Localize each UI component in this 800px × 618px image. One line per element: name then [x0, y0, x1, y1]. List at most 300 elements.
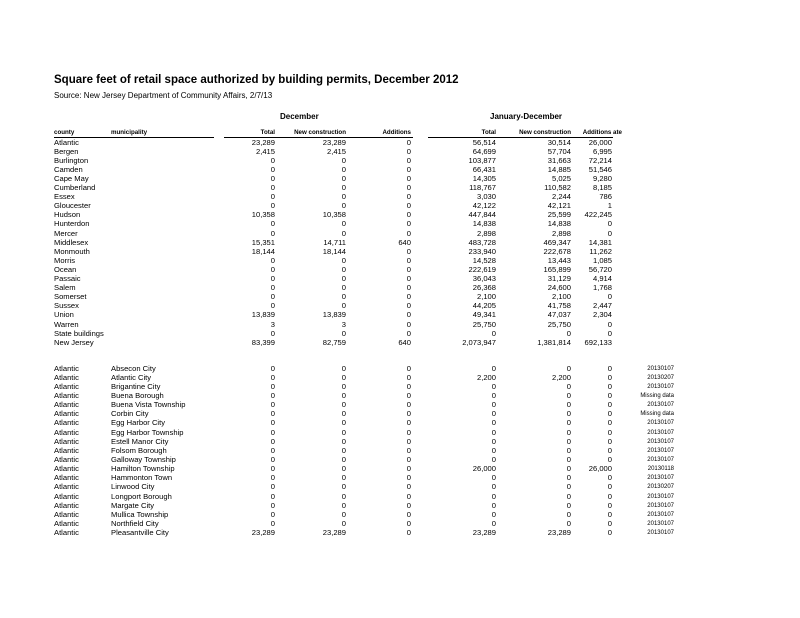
- municipality-cell: Northfield City: [111, 519, 159, 529]
- header-year-add: Additions ate: [582, 129, 622, 136]
- december-total-cell: 0: [270, 464, 275, 474]
- year-additions-cell: 0: [607, 491, 612, 501]
- year-total-cell: 0: [491, 500, 496, 510]
- december-new-construction-cell: 0: [341, 427, 346, 437]
- year-new-construction-cell: 0: [566, 455, 571, 464]
- year-additions-cell: 11,262: [589, 246, 612, 256]
- year-new-construction-cell: 0: [566, 436, 571, 446]
- year-new-construction-cell: 0: [566, 509, 571, 519]
- year-total-cell: 26,000: [472, 464, 496, 474]
- december-total-cell: 18,144: [251, 246, 275, 256]
- county-cell: Atlantic: [54, 509, 79, 519]
- county-row: [0, 257, 800, 266]
- december-additions-cell: 0: [406, 381, 411, 391]
- december-total-cell: 0: [270, 491, 275, 501]
- year-new-construction-cell: 0: [566, 500, 571, 510]
- county-cell: Atlantic: [54, 445, 79, 455]
- december-additions-cell: 0: [406, 146, 411, 156]
- year-new-construction-cell: 165,899: [543, 264, 571, 274]
- year-new-construction-cell: 23,289: [547, 528, 571, 538]
- december-total-cell: 0: [270, 292, 275, 302]
- year-new-construction-cell: 0: [566, 381, 571, 391]
- county-row: [0, 321, 800, 330]
- year-additions-cell: 6,995: [592, 146, 612, 156]
- year-total-cell: 3,030: [476, 192, 496, 202]
- year-additions-cell: 1: [607, 201, 612, 211]
- status-note-cell: 20130107: [647, 383, 674, 390]
- year-additions-cell: 0: [607, 292, 612, 302]
- year-total-cell: 233,940: [468, 246, 496, 256]
- december-total-cell: 0: [270, 519, 275, 529]
- year-total-cell: 2,100: [476, 292, 496, 302]
- december-additions-cell: 0: [406, 255, 411, 265]
- municipality-cell: Corbin City: [111, 409, 149, 419]
- december-total-cell: 15,351: [251, 237, 275, 247]
- header-dec-add: Additions: [382, 129, 411, 136]
- year-total-cell: 49,341: [472, 310, 496, 320]
- year-new-construction-cell: 0: [566, 427, 571, 437]
- municipality-cell: Margate City: [111, 500, 155, 510]
- year-new-construction-cell: 0: [566, 363, 571, 373]
- year-new-construction-cell: 0: [566, 464, 571, 474]
- year-new-construction-cell: 0: [566, 445, 571, 455]
- status-note-cell: 20130107: [647, 438, 674, 445]
- december-total-cell: 0: [270, 473, 275, 483]
- december-total-cell: 0: [270, 500, 275, 510]
- county-row: [0, 311, 800, 320]
- year-total-cell: 447,844: [468, 210, 496, 220]
- december-additions-cell: 0: [406, 192, 411, 202]
- county-cell: Morris: [54, 255, 76, 265]
- year-total-cell: 103,877: [468, 155, 496, 165]
- year-total-cell: 44,205: [472, 301, 496, 311]
- county-cell: Sussex: [54, 301, 79, 311]
- year-new-construction-cell: 13,443: [547, 255, 571, 265]
- december-new-construction-cell: 0: [341, 201, 346, 211]
- december-new-construction-cell: 18,144: [322, 246, 346, 256]
- year-new-construction-cell: 2,244: [551, 192, 571, 202]
- december-new-construction-cell: 0: [341, 264, 346, 274]
- year-new-construction-cell: 0: [566, 390, 571, 400]
- county-row: [0, 302, 800, 311]
- december-new-construction-cell: 0: [341, 328, 346, 338]
- december-new-construction-cell: 0: [341, 509, 346, 519]
- december-new-construction-cell: 13,839: [322, 310, 346, 320]
- county-row: [0, 248, 800, 257]
- year-total-cell: 0: [491, 519, 496, 529]
- year-total-cell: 56,514: [472, 137, 496, 147]
- municipality-cell: Longport Borough: [111, 491, 172, 501]
- december-additions-cell: 0: [406, 500, 411, 510]
- municipality-cell: Hammonton Town: [111, 473, 173, 483]
- december-additions-cell: 0: [406, 264, 411, 274]
- december-new-construction-cell: 23,289: [322, 528, 346, 538]
- december-total-cell: 0: [270, 390, 275, 400]
- year-new-construction-cell: 41,758: [547, 301, 571, 311]
- december-additions-cell: 0: [406, 274, 411, 283]
- year-additions-cell: 26,000: [588, 464, 612, 474]
- year-total-cell: 14,528: [472, 255, 496, 265]
- year-total-cell: 0: [491, 473, 496, 483]
- december-total-cell: 0: [270, 164, 275, 174]
- status-note-cell: Missing data: [640, 411, 674, 418]
- municipality-cell: Estell Manor City: [111, 436, 169, 446]
- county-cell: Atlantic: [54, 491, 79, 501]
- header-dec-total: Total: [260, 129, 275, 136]
- year-additions-cell: 0: [607, 381, 612, 391]
- year-additions-cell: 0: [607, 372, 612, 382]
- december-additions-cell: 0: [406, 427, 411, 437]
- december-total-cell: 0: [270, 372, 275, 382]
- year-total-cell: 118,767: [469, 183, 496, 192]
- year-new-construction-cell: 47,037: [547, 310, 571, 320]
- december-total-cell: 0: [270, 328, 275, 338]
- county-cell: Monmouth: [54, 246, 90, 256]
- december-total-cell: 0: [270, 427, 275, 437]
- county-row: [0, 148, 800, 157]
- december-new-construction-cell: 0: [341, 482, 346, 492]
- year-total-cell: 0: [491, 491, 496, 501]
- year-new-construction-cell: 57,704: [547, 146, 571, 156]
- county-cell: Burlington: [54, 155, 89, 165]
- december-total-cell: 0: [270, 381, 275, 391]
- december-total-cell: 0: [270, 400, 275, 410]
- county-cell: Somerset: [54, 292, 87, 302]
- county-cell: Bergen: [54, 146, 79, 156]
- december-additions-cell: 0: [406, 436, 411, 446]
- december-total-cell: 83,399: [251, 337, 275, 347]
- status-note-cell: 20130107: [647, 402, 674, 409]
- year-new-construction-cell: 31,663: [547, 155, 571, 165]
- year-additions-cell: 0: [607, 228, 612, 238]
- december-new-construction-cell: 0: [341, 183, 346, 192]
- december-additions-cell: 640: [398, 237, 411, 247]
- december-additions-cell: 0: [406, 310, 411, 320]
- municipality-cell: Galloway Township: [111, 455, 176, 464]
- municipality-cell: Buena Vista Township: [111, 400, 186, 410]
- december-additions-cell: 640: [398, 337, 411, 347]
- year-additions-cell: 14,381: [588, 237, 612, 247]
- county-row: [0, 184, 800, 193]
- year-new-construction-cell: 1,381,814: [537, 337, 571, 347]
- report-source: Source: New Jersey Department of Community Affairs, 2/7/13: [54, 91, 273, 100]
- year-total-cell: 0: [491, 328, 496, 338]
- county-cell: Atlantic: [54, 473, 79, 483]
- year-total-cell: 222,619: [468, 264, 496, 274]
- december-additions-cell: 0: [406, 164, 411, 174]
- year-total-cell: 42,122: [472, 201, 496, 211]
- year-new-construction-cell: 25,750: [547, 319, 571, 329]
- county-cell: Gloucester: [54, 201, 91, 211]
- december-total-cell: 0: [270, 264, 275, 274]
- december-additions-cell: 0: [406, 228, 411, 238]
- year-new-construction-cell: 5,025: [551, 173, 571, 183]
- municipality-row: [0, 419, 800, 428]
- year-new-construction-cell: 0: [566, 473, 571, 483]
- status-note-cell: 20130107: [647, 493, 674, 500]
- december-additions-cell: 0: [406, 319, 411, 329]
- december-total-cell: 0: [270, 173, 275, 183]
- municipality-cell: Hamilton Township: [111, 464, 175, 474]
- municipality-cell: Buena Borough: [111, 390, 164, 400]
- december-new-construction-cell: 23,289: [322, 137, 346, 147]
- county-cell: Atlantic: [54, 482, 79, 492]
- december-new-construction-cell: 0: [341, 219, 346, 229]
- december-new-construction-cell: 0: [341, 228, 346, 238]
- december-total-cell: 10,358: [251, 210, 275, 220]
- december-total-cell: 13,839: [251, 310, 275, 320]
- status-note-cell: 20130118: [647, 466, 674, 473]
- year-new-construction-cell: 0: [566, 491, 571, 501]
- year-total-cell: 0: [491, 427, 496, 437]
- year-additions-cell: 4,914: [592, 274, 612, 283]
- december-total-cell: 0: [270, 445, 275, 455]
- municipality-row: [0, 429, 800, 438]
- year-additions-cell: 422,245: [584, 210, 612, 220]
- december-new-construction-cell: 0: [341, 155, 346, 165]
- county-cell: Cape May: [54, 173, 89, 183]
- december-total-cell: 0: [270, 436, 275, 446]
- county-cell: Passaic: [54, 274, 81, 283]
- december-total-cell: 0: [270, 283, 275, 293]
- county-row: [0, 211, 800, 220]
- december-total-cell: 3: [270, 319, 275, 329]
- december-new-construction-cell: 0: [341, 519, 346, 529]
- december-additions-cell: 0: [406, 445, 411, 455]
- year-additions-cell: 72,214: [588, 155, 612, 165]
- county-cell: Atlantic: [54, 400, 79, 410]
- year-total-cell: 483,728: [468, 237, 496, 247]
- status-note-cell: 20130107: [647, 365, 674, 372]
- county-cell: Atlantic: [54, 409, 79, 419]
- december-total-cell: 0: [270, 155, 275, 165]
- december-additions-cell: 0: [406, 183, 411, 192]
- december-additions-cell: 0: [406, 173, 411, 183]
- year-total-cell: 66,431: [472, 164, 496, 174]
- municipality-row: [0, 438, 800, 447]
- year-new-construction-cell: 2,100: [551, 292, 571, 302]
- year-additions-cell: 0: [607, 219, 612, 229]
- year-additions-cell: 0: [607, 400, 612, 410]
- county-row: [0, 330, 800, 339]
- year-new-construction-cell: 0: [566, 519, 571, 529]
- year-total-cell: 0: [491, 409, 496, 419]
- county-cell: Atlantic: [54, 464, 79, 474]
- year-new-construction-cell: 0: [566, 482, 571, 492]
- year-additions-cell: 0: [607, 509, 612, 519]
- status-note-cell: 20130107: [647, 521, 674, 528]
- year-total-cell: 26,368: [472, 283, 496, 293]
- december-new-construction-cell: 0: [341, 301, 346, 311]
- december-additions-cell: 0: [406, 292, 411, 302]
- status-note-cell: 20130107: [647, 530, 674, 537]
- year-total-cell: 14,838: [472, 219, 496, 229]
- december-new-construction-cell: 0: [341, 445, 346, 455]
- december-new-construction-cell: 0: [341, 436, 346, 446]
- header-dec-new: New construction: [294, 129, 346, 136]
- year-new-construction-cell: 42,121: [547, 201, 571, 211]
- december-total-cell: 0: [270, 409, 275, 419]
- year-new-construction-cell: 2,200: [551, 372, 571, 382]
- year-total-cell: 23,289: [472, 528, 496, 538]
- county-cell: Atlantic: [54, 436, 79, 446]
- year-additions-cell: 692,133: [584, 337, 612, 347]
- municipality-cell: Folsom Borough: [111, 445, 167, 455]
- county-cell: Atlantic: [54, 528, 79, 538]
- county-row: [0, 284, 800, 293]
- december-group-header: December: [280, 112, 319, 121]
- county-row: [0, 220, 800, 229]
- year-additions-cell: 0: [607, 455, 612, 464]
- year-total-cell: 0: [491, 363, 496, 373]
- municipality-row: [0, 502, 800, 511]
- december-total-cell: 0: [270, 255, 275, 265]
- municipality-row: [0, 529, 800, 538]
- december-new-construction-cell: 0: [341, 164, 346, 174]
- year-additions-cell: 786: [599, 192, 612, 202]
- county-cell: Salem: [54, 283, 76, 293]
- year-new-construction-cell: 469,347: [543, 237, 571, 247]
- december-new-construction-cell: 2,415: [326, 146, 346, 156]
- county-row: [0, 166, 800, 175]
- december-new-construction-cell: 0: [341, 292, 346, 302]
- year-new-construction-cell: 0: [566, 400, 571, 410]
- december-new-construction-cell: 0: [341, 455, 346, 464]
- year-new-construction-cell: 110,582: [544, 183, 571, 192]
- year-additions-cell: 0: [607, 390, 612, 400]
- december-additions-cell: 0: [406, 283, 411, 293]
- county-row: [0, 175, 800, 184]
- december-total-cell: 0: [270, 201, 275, 211]
- county-cell: Atlantic: [54, 519, 79, 529]
- december-new-construction-cell: 0: [341, 409, 346, 419]
- year-additions-cell: 0: [607, 328, 612, 338]
- december-additions-cell: 0: [406, 155, 411, 165]
- county-row: [0, 275, 800, 284]
- county-cell: Atlantic: [54, 381, 79, 391]
- year-total-cell: 0: [491, 418, 496, 428]
- county-cell: Mercer: [54, 228, 78, 238]
- status-note-cell: 20130207: [647, 484, 674, 491]
- december-additions-cell: 0: [406, 372, 411, 382]
- december-new-construction-cell: 0: [341, 491, 346, 501]
- year-new-construction-cell: 30,514: [547, 137, 571, 147]
- year-new-construction-cell: 0: [566, 418, 571, 428]
- december-total-cell: 0: [270, 192, 275, 202]
- december-new-construction-cell: 3: [341, 319, 346, 329]
- december-total-cell: 0: [270, 363, 275, 373]
- december-new-construction-cell: 0: [341, 464, 346, 474]
- december-additions-cell: 0: [406, 409, 411, 419]
- december-new-construction-cell: 0: [341, 390, 346, 400]
- december-new-construction-cell: 0: [341, 192, 346, 202]
- year-additions-cell: 1,768: [592, 283, 612, 293]
- year-total-cell: 64,699: [472, 146, 496, 156]
- december-new-construction-cell: 0: [341, 381, 346, 391]
- year-additions-cell: 0: [607, 436, 612, 446]
- year-new-construction-cell: 2,898: [551, 228, 571, 238]
- year-total-cell: 0: [491, 509, 496, 519]
- year-new-construction-cell: 222,678: [543, 246, 571, 256]
- status-note-cell: 20130107: [647, 457, 674, 463]
- municipality-cell: Absecon City: [111, 363, 156, 373]
- county-cell: Hunterdon: [54, 219, 90, 229]
- december-total-cell: 0: [270, 274, 275, 283]
- december-new-construction-cell: 10,358: [322, 210, 346, 220]
- municipality-cell: Pleasantville City: [111, 528, 169, 538]
- status-note-cell: 20130107: [647, 502, 674, 509]
- year-additions-cell: 1,085: [592, 255, 612, 265]
- december-total-cell: 0: [270, 301, 275, 311]
- december-additions-cell: 0: [406, 519, 411, 529]
- year-additions-cell: 0: [607, 500, 612, 510]
- december-new-construction-cell: 0: [341, 274, 346, 283]
- december-total-cell: 0: [270, 455, 275, 464]
- december-total-cell: 0: [270, 183, 275, 192]
- header-municipality: municipality: [111, 129, 148, 136]
- year-new-construction-cell: 31,129: [547, 274, 571, 283]
- year-additions-cell: 0: [607, 445, 612, 455]
- year-new-construction-cell: 25,599: [547, 210, 571, 220]
- year-new-construction-cell: 0: [566, 409, 571, 419]
- county-row: [0, 230, 800, 239]
- status-note-cell: 20130107: [647, 429, 674, 436]
- county-cell: Atlantic: [54, 363, 79, 373]
- december-new-construction-cell: 0: [341, 363, 346, 373]
- december-new-construction-cell: 0: [341, 473, 346, 483]
- year-additions-cell: 26,000: [588, 137, 612, 147]
- report-title: Square feet of retail space authorized by building permits, December 2012: [54, 74, 459, 86]
- year-total-cell: 0: [491, 445, 496, 455]
- year-additions-cell: 2,447: [592, 301, 612, 311]
- county-cell: Atlantic: [54, 372, 79, 382]
- county-cell: Atlantic: [54, 137, 79, 147]
- county-cell: New Jersey: [54, 337, 94, 347]
- municipality-cell: Linwood City: [111, 482, 155, 492]
- year-additions-cell: 0: [607, 427, 612, 437]
- year-total-cell: 0: [491, 400, 496, 410]
- december-total-cell: 0: [270, 418, 275, 428]
- december-additions-cell: 0: [406, 301, 411, 311]
- december-additions-cell: 0: [406, 464, 411, 474]
- december-additions-cell: 0: [406, 473, 411, 483]
- year-additions-cell: 0: [607, 519, 612, 529]
- year-additions-cell: 9,280: [592, 173, 612, 183]
- december-total-cell: 23,289: [251, 528, 275, 538]
- year-total-cell: 0: [491, 436, 496, 446]
- county-cell: Camden: [54, 164, 83, 174]
- december-new-construction-cell: 0: [341, 255, 346, 265]
- december-additions-cell: 0: [406, 418, 411, 428]
- county-row: [0, 339, 800, 348]
- year-additions-cell: 0: [607, 363, 612, 373]
- header-year-total: Total: [481, 129, 496, 136]
- municipality-cell: Egg Harbor City: [111, 418, 166, 428]
- december-new-construction-cell: 82,759: [322, 337, 346, 347]
- county-cell: Atlantic: [54, 427, 79, 437]
- county-cell: Ocean: [54, 264, 77, 274]
- county-row: [0, 202, 800, 211]
- county-cell: Warren: [54, 319, 79, 329]
- december-additions-cell: 0: [406, 482, 411, 492]
- status-note-cell: 20130107: [647, 475, 674, 482]
- municipality-cell: Mullica Township: [111, 509, 169, 519]
- county-row: [0, 239, 800, 248]
- december-new-construction-cell: 14,711: [323, 237, 346, 247]
- year-total-cell: 0: [491, 455, 496, 464]
- status-note-cell: 20130207: [647, 374, 674, 381]
- december-additions-cell: 0: [406, 328, 411, 338]
